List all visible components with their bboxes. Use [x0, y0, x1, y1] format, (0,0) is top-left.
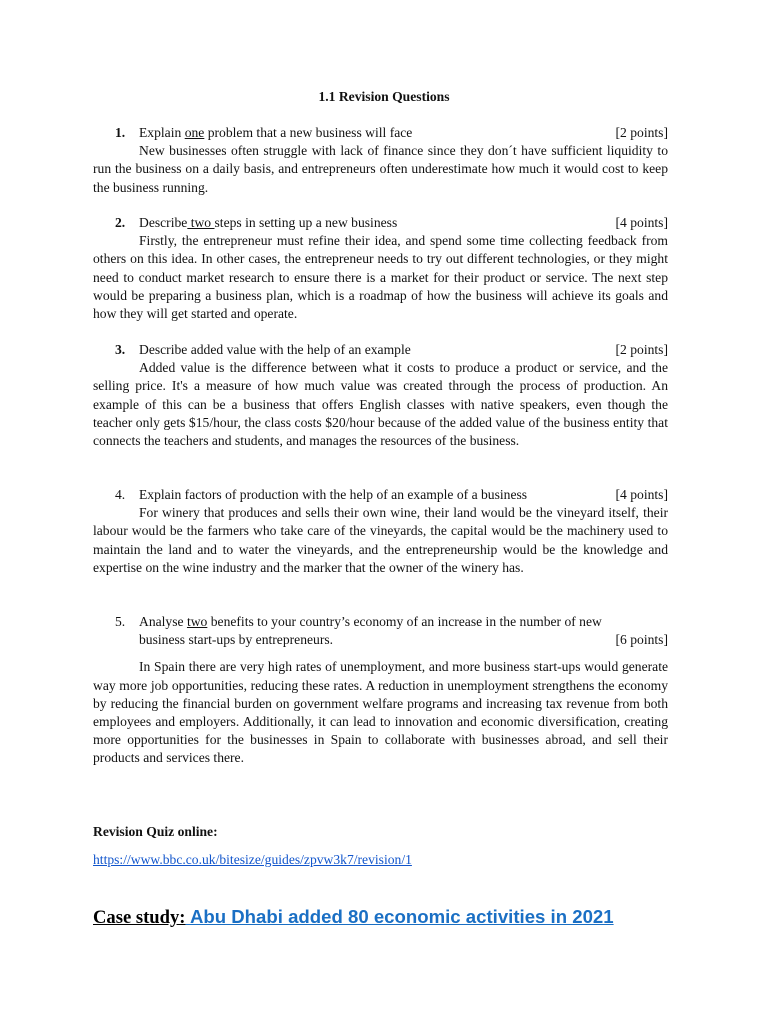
question-5 [93, 613, 668, 768]
question-5-answer: In Spain there are very high rates of unemployment, and more business start-ups would generate way more job opportunities, reducing these rates. A reduction in unemployment strengthens the economy by reducing the financial burden on government welfare programs and increasing tax revenue from both employees and employers. Additionally, it can lead to innovation and economic diversification, creating more opportunities for the businesses in Spain to collaborate with businesses abroad, and sell their products and services there. [93, 659, 668, 766]
quiz-link[interactable]: https://www.bbc.co.uk/bitesize/guides/zpvw3k7/revision/1 [93, 852, 412, 867]
question-4-prompt: 4. Explain factors of production with the help of an example of a business [4 points] [93, 486, 668, 504]
question-2-answer: Firstly, the entrepreneur must refine their idea, and spend some time collecting feedback from others on this idea. In other cases, the entrepreneur needs to try out different technologies, or they might need to conduct market research to ensure there is a market for their product or service. The next step would be preparing a business plan, which is a roadmap of how the business will achieve its goals and how they will get started and operate. [93, 233, 668, 321]
question-number: 5. [115, 614, 126, 629]
question-3 [93, 341, 668, 450]
quiz-label: Revision Quiz online: [93, 824, 218, 839]
question-1-prompt: 1. Explain one problem that a new business will face [2 points] [93, 124, 668, 142]
question-4-answer: For winery that produces and sells their own wine, their land would be the vineyard itself, their labour would be the farmers who take care of the vineyards, the capital would be the machinery used to maintain the land and to water the vineyards, and the entrepreneurship would be the knowledge and expertise on the wine industry and the marker that the owner of the winery has. [93, 505, 668, 575]
question-5-prompt-line2: business start-ups by entrepreneurs. [6 points] [93, 631, 668, 649]
question-number: 4. [115, 487, 126, 502]
question-points: [2 points] [615, 125, 668, 140]
question-3-answer: Added value is the difference between what it costs to produce a product or service, and the selling price. It's a measure of how much value was created through the process of production. An example of this can be a business that offers English classes with native speakers, even though the teacher only gets $15/hour, the class costs $20/hour because of the added value of the business entity that connects the teachers and students, and manages the resources of the business. [93, 360, 668, 448]
page-title: 1.1 Revision Questions [318, 89, 450, 104]
question-1-answer: New businesses often struggle with lack of finance since they don´t have sufficient liquidity to run the business on a daily basis, and entrepreneurs often underestimate how much it would cost to keep the business running. [93, 143, 668, 195]
case-study-link[interactable]: Abu Dhabi added 80 economic activities in 2021 [185, 906, 614, 927]
question-5-prompt: 5. Analyse two benefits to your country’s economy of an increase in the number of new [93, 613, 668, 631]
case-study-heading [93, 905, 614, 930]
case-study-label: Case study: [93, 907, 186, 928]
question-2 [93, 214, 668, 323]
question-2-prompt: 2. Describe two steps in setting up a new business [4 points] [93, 214, 668, 232]
question-4 [93, 486, 668, 577]
question-points: [4 points] [615, 487, 668, 502]
question-1 [93, 124, 668, 197]
question-number: 3. [115, 342, 126, 357]
question-points: [4 points] [615, 215, 668, 230]
question-number: 1. [115, 125, 126, 140]
question-points: [2 points] [615, 342, 668, 357]
question-number: 2. [115, 215, 126, 230]
question-3-prompt: 3. Describe added value with the help of an example [2 points] [93, 341, 668, 359]
question-points: [6 points] [615, 632, 668, 648]
